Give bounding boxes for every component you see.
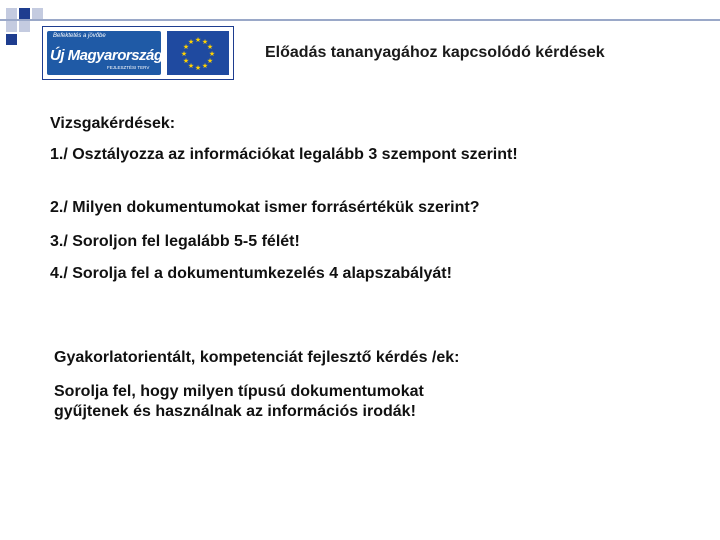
deco-square: [19, 8, 30, 19]
deco-square: [6, 34, 17, 45]
svg-text:★: ★: [194, 36, 202, 44]
svg-text:★: ★: [187, 38, 195, 46]
deco-square: [19, 21, 30, 32]
logo-big-text: Új Magyarország: [50, 47, 163, 64]
svg-text:★: ★: [180, 50, 188, 58]
svg-text:★: ★: [206, 57, 214, 65]
svg-text:★: ★: [187, 62, 195, 70]
page-title: Előadás tananyagához kapcsolódó kérdések: [265, 44, 605, 61]
practice-heading: Gyakorlatorientált, kompetenciát fejlesztő kérdés /ek:: [54, 349, 460, 366]
new-hungary-logo: [47, 31, 161, 75]
logo-small-text: Befektetés a jövőbe: [53, 33, 106, 39]
svg-text:★: ★: [182, 43, 190, 51]
exam-question-1: 1./ Osztályozza az információkat legalább 3 szempont szerint!: [50, 146, 518, 163]
logo-banner: [42, 26, 234, 80]
svg-text:★: ★: [194, 64, 202, 72]
deco-square: [6, 8, 17, 19]
header-divider: [0, 19, 720, 21]
exam-question-2: 2./ Milyen dokumentumokat ismer forrásértékük szerint?: [50, 199, 480, 216]
exam-question-4: 4./ Sorolja fel a dokumentumkezelés 4 alapszabályát!: [50, 265, 452, 282]
svg-text:★: ★: [201, 62, 209, 70]
svg-text:★: ★: [182, 57, 190, 65]
svg-text:★: ★: [201, 38, 209, 46]
practice-text: Sorolja fel, hogy milyen típusú dokumentumokat gyűjtenek és használnak az információs irodák!: [54, 383, 424, 420]
exam-question-3: 3./ Soroljon fel legalább 5-5 félét!: [50, 233, 300, 250]
svg-text:★: ★: [206, 43, 214, 51]
deco-square: [6, 21, 17, 32]
deco-square: [32, 8, 43, 19]
exam-heading: Vizsgakérdések:: [50, 115, 176, 132]
eu-flag-icon: [167, 31, 229, 75]
logo-tag-text: FEJLESZTÉSI TERV: [107, 65, 150, 70]
svg-text:★: ★: [208, 50, 216, 58]
eu-stars: [167, 31, 229, 75]
